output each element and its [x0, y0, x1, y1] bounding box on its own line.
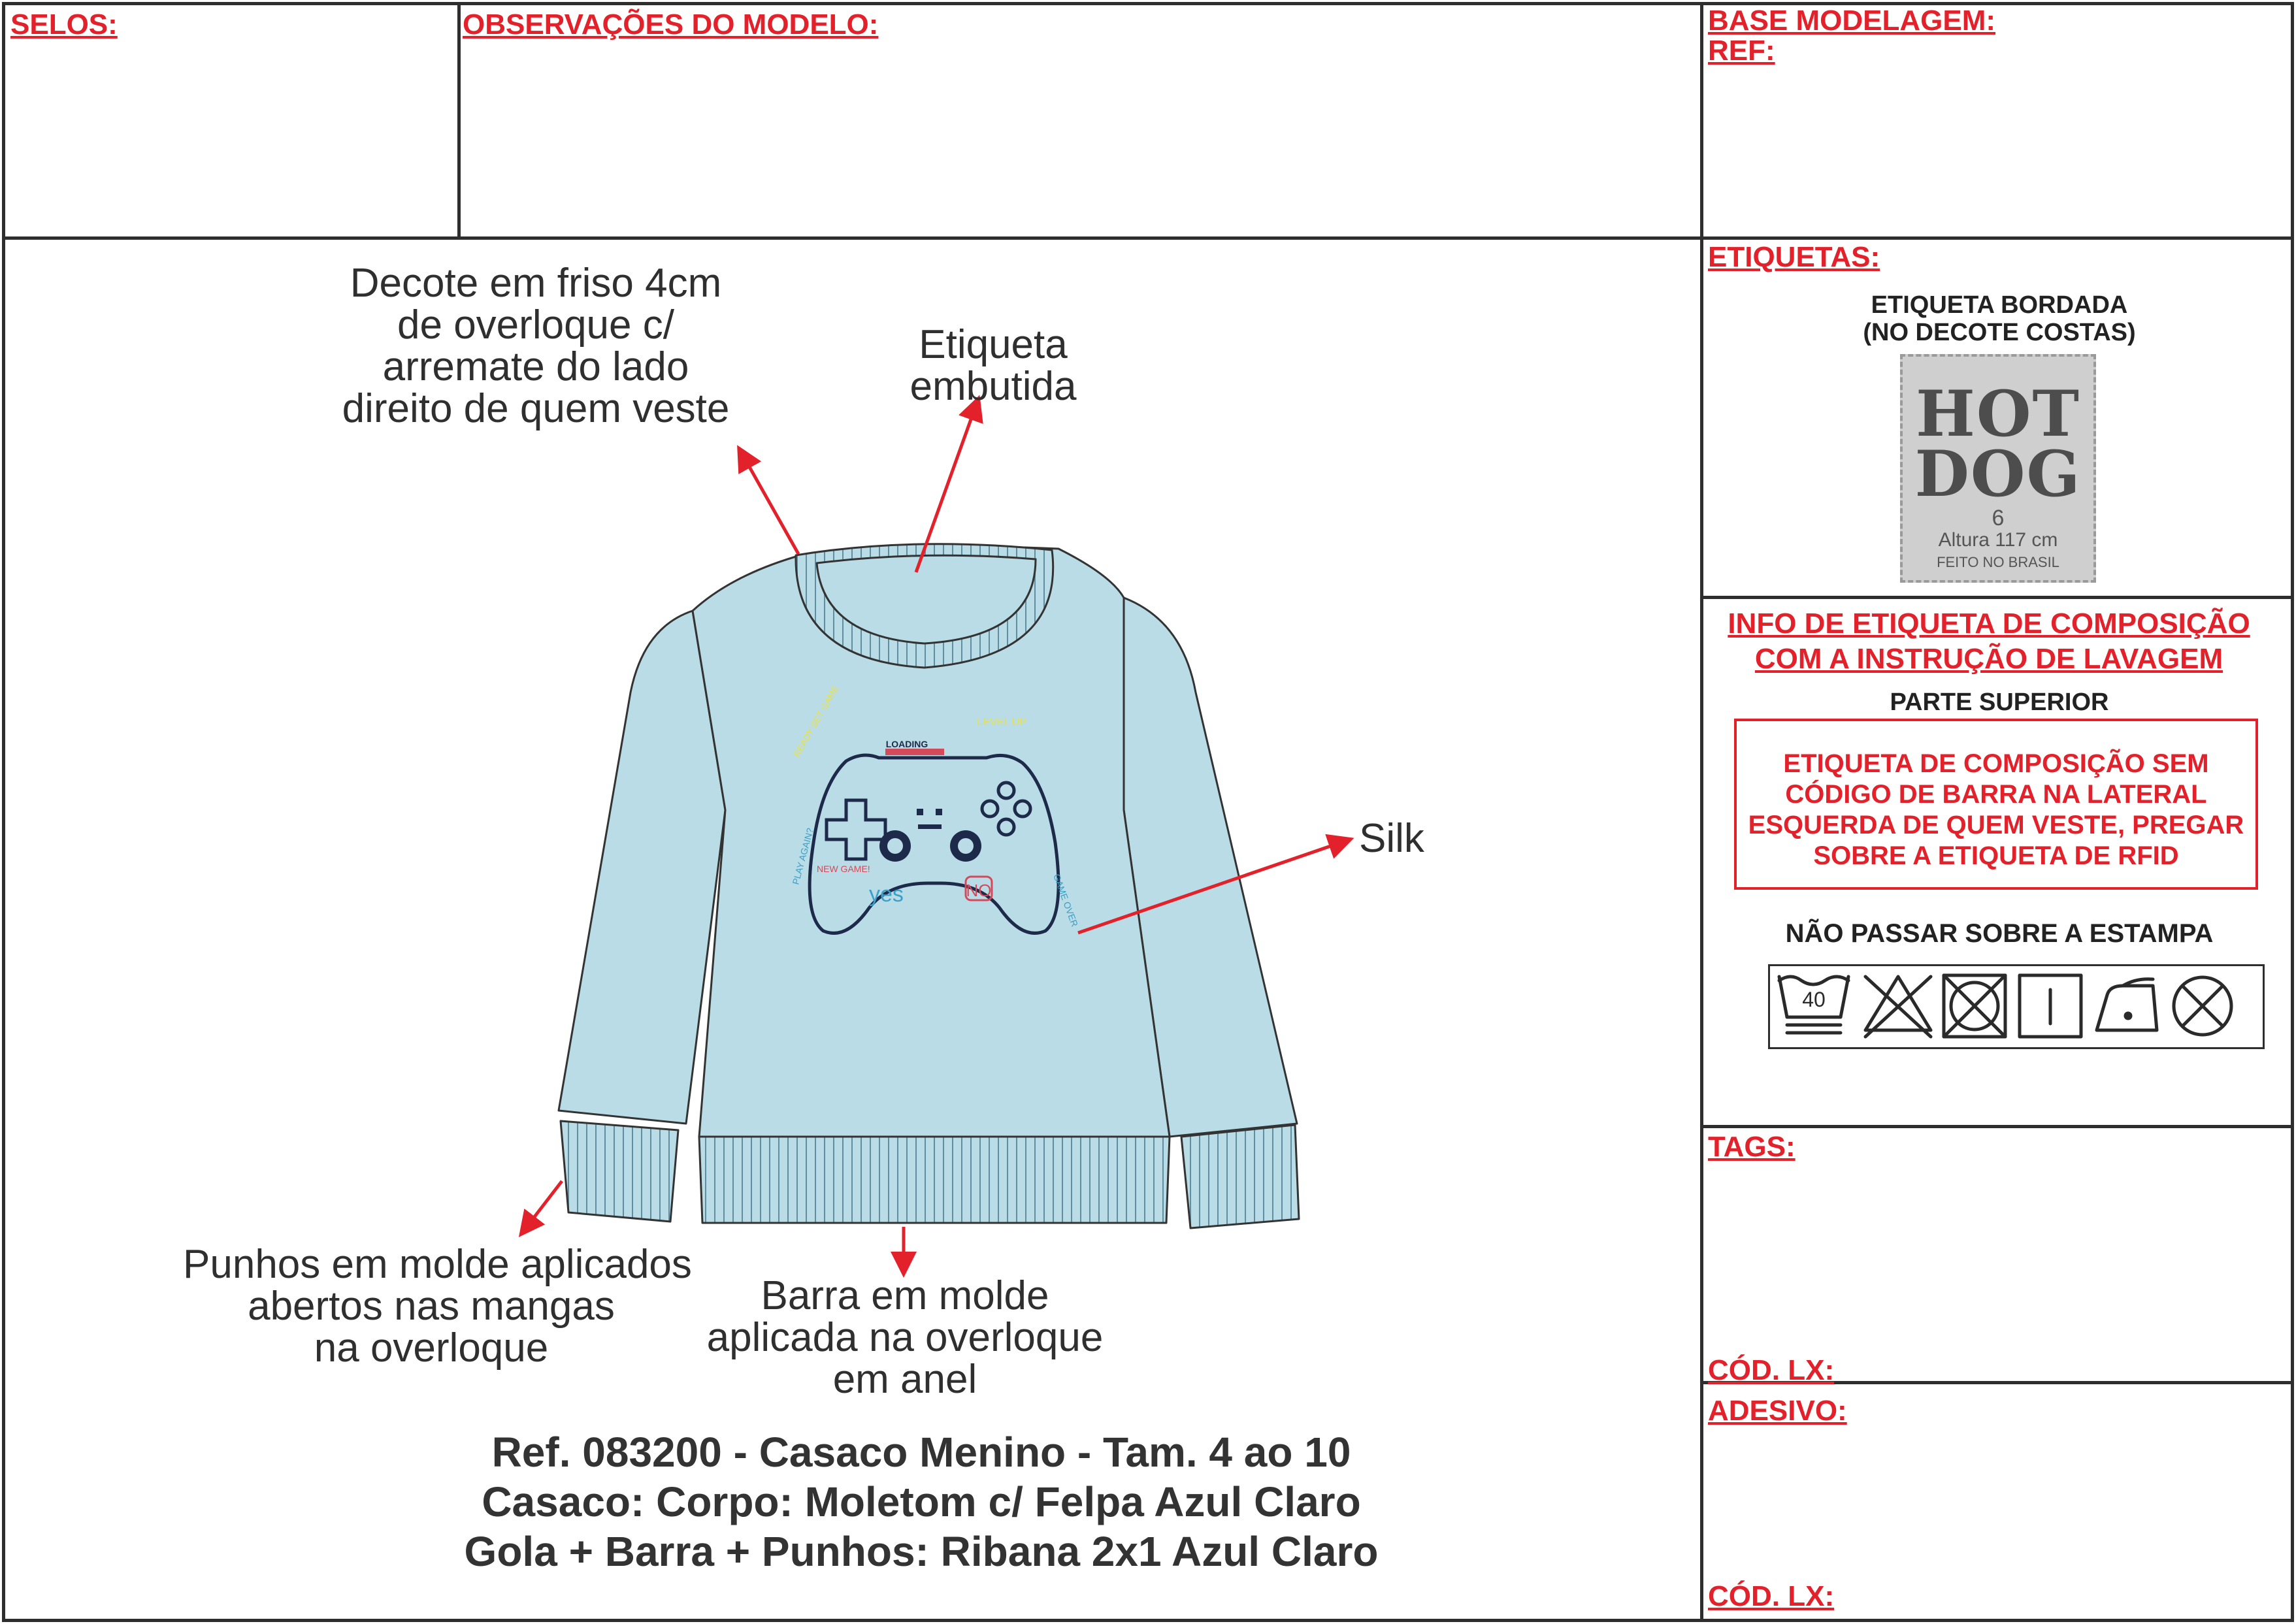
cod-lx-label-1: CÓD. LX:: [1708, 1354, 1835, 1386]
line-dry-icon: [2020, 975, 2081, 1037]
tags-label: TAGS:: [1708, 1131, 1796, 1163]
composicao-note-line: CÓDIGO DE BARRA NA LATERAL: [1785, 780, 2207, 809]
print-level-up: LEVEL UP: [977, 717, 1026, 728]
silk-note: Silk: [1359, 816, 1424, 861]
reference-line3: Gola + Barra + Punhos: Ribana 2x1 Azul Claro: [464, 1528, 1379, 1575]
print-ready: READY SET GAME: [791, 683, 841, 759]
etiquetas-label: ETIQUETAS:: [1708, 241, 1880, 273]
decote-note-line: arremate do lado: [382, 344, 689, 389]
side-panel-divider: [1700, 2, 1703, 1622]
decote-note-line: direito de quem veste: [342, 386, 730, 431]
iron-low-icon: [2097, 979, 2157, 1030]
selos-label: SELOS:: [10, 8, 118, 41]
composicao-note-line: ESQUERDA DE QUEM VESTE, PREGAR: [1748, 811, 2244, 839]
etiqueta-bordada-line2: (NO DECOTE COSTAS): [1863, 319, 2136, 346]
composicao-title-line1: INFO DE ETIQUETA DE COMPOSIÇÃO: [1728, 608, 2250, 640]
reference-block: [366, 1427, 1477, 1576]
composicao-note-box: [1734, 719, 2258, 890]
brand-tag-image: [1900, 354, 2096, 583]
left-cuff: [561, 1121, 678, 1222]
print-loading: LOADING: [885, 739, 928, 749]
tag-size: 6: [1992, 506, 2005, 530]
tag-brand-line2: DOG: [1914, 437, 2082, 511]
composicao-title: [1708, 606, 2270, 677]
no-tumble-dry-icon: [1944, 975, 2005, 1037]
decote-note-line: de overloque c/: [397, 302, 674, 348]
tag-brand-line1: HOT: [1916, 377, 2080, 451]
face-eyes: [917, 809, 923, 815]
care-symbols-strip: [1768, 964, 2265, 1049]
nao-passar-label: NÃO PASSAR SOBRE A ESTAMPA: [1785, 919, 2214, 948]
etiquetas-divider: [1700, 596, 2294, 599]
cod-lx-label-2: CÓD. LX:: [1708, 1580, 1835, 1612]
observacoes-label: OBSERVAÇÕES DO MODELO:: [463, 8, 879, 41]
wash-temperature: 40: [1802, 988, 1826, 1011]
etiqueta-bordada-line1: ETIQUETA BORDADA: [1871, 291, 2128, 319]
barra-note-line: Barra em molde: [761, 1273, 1049, 1318]
composicao-note-line: ETIQUETA DE COMPOSIÇÃO SEM: [1783, 749, 2209, 778]
reference-line2: Casaco: Corpo: Moletom c/ Felpa Azul Claro: [482, 1478, 1361, 1525]
reference-line1: Ref. 083200 - Casaco Menino - Tam. 4 ao 10: [491, 1429, 1351, 1476]
composicao-divider: [1700, 1125, 2294, 1128]
composicao-note-line: SOBRE A ETIQUETA DE RFID: [1813, 841, 2179, 870]
print-new-game: NEW GAME!: [817, 864, 870, 874]
print-yes: yes: [869, 882, 904, 907]
punhos-note-line: Punhos em molde aplicados: [183, 1242, 692, 1287]
barra-note-line: aplicada na overloque: [706, 1315, 1104, 1360]
etiqueta-note-line: Etiqueta: [919, 322, 1068, 367]
etiqueta-note-line: embutida: [910, 364, 1077, 409]
adesivo-label: ADESIVO:: [1708, 1395, 1847, 1427]
no-bleach-icon: [1865, 977, 1931, 1037]
tag-origin: FEITO NO BRASIL: [1937, 554, 2059, 570]
print-game-over: GAME OVER: [1051, 872, 1081, 928]
right-cuff: [1181, 1125, 1299, 1228]
print-no: NO: [966, 881, 992, 900]
etiqueta-note: [876, 324, 1111, 408]
ref-label: REF:: [1708, 35, 1775, 67]
tag-height: Altura 117 cm: [1938, 529, 2058, 551]
composicao-title-line2: COM A INSTRUÇÃO DE LAVAGEM: [1754, 643, 2223, 675]
hem-band: [699, 1137, 1170, 1223]
punhos-note-line: abertos nas mangas: [248, 1284, 615, 1329]
etiqueta-bordada-title: [1790, 291, 2208, 346]
barra-note: [693, 1275, 1117, 1401]
decote-arrow: [740, 451, 798, 554]
left-sleeve: [559, 611, 725, 1124]
base-modelagem-label: BASE MODELAGEM:: [1708, 5, 1995, 37]
decote-note-line: Decote em friso 4cm: [350, 261, 722, 306]
punhos-note: [183, 1242, 692, 1371]
decote-note: [307, 263, 764, 430]
print-play-again: PLAY AGAIN?: [790, 826, 815, 886]
barra-note-line: em anel: [832, 1357, 977, 1402]
no-dry-clean-icon: [2174, 977, 2231, 1035]
parte-superior: PARTE SUPERIOR: [1890, 689, 2109, 716]
loading-bar: [885, 749, 944, 755]
care-symbols-svg: [1770, 966, 2263, 1047]
punhos-arrow: [523, 1181, 562, 1232]
punhos-note-line: na overloque: [314, 1325, 549, 1371]
